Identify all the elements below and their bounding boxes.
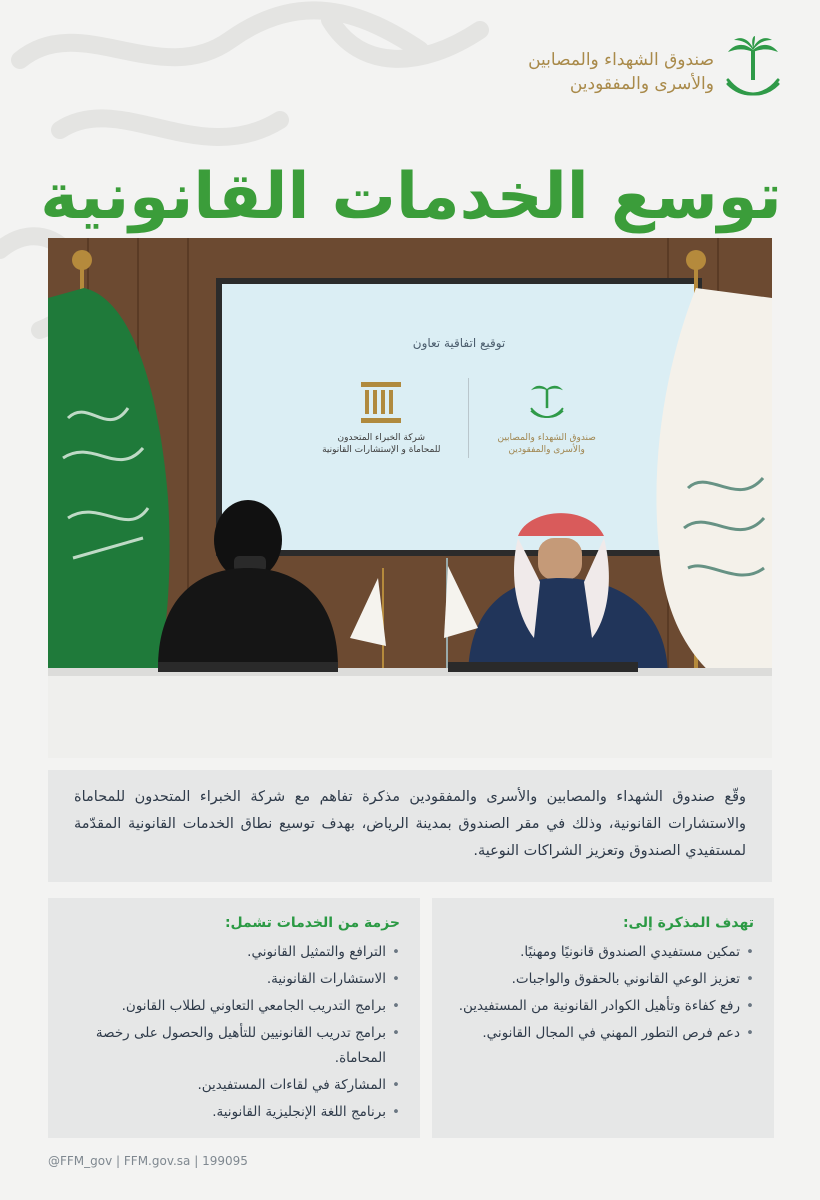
fund-screen-logo <box>497 380 595 456</box>
partner-name: شركة الخبراء المتحدون <box>337 433 426 443</box>
service-item: • برامج التدريب الجامعي التعاوني لطلاب القانون. <box>68 994 400 1019</box>
services-title: حزمة من الخدمات تشمل: <box>224 915 400 931</box>
goals-card <box>432 898 774 1138</box>
screen-divider <box>468 378 469 458</box>
goal-item: • تعزيز الوعي القانوني بالحقوق والواجبات. <box>452 967 754 992</box>
service-item: • برنامج اللغة الإنجليزية القانونية. <box>68 1100 400 1125</box>
palm-swords-emblem-icon <box>724 36 782 108</box>
columns-icon <box>359 380 403 426</box>
fund-logo <box>522 32 782 112</box>
screen-logos <box>222 378 696 458</box>
service-item: • الاستشارات القانونية. <box>68 967 400 992</box>
fund-logo-text <box>528 48 714 96</box>
fund-screen-line-1: صندوق الشهداء والمصابين <box>497 433 596 443</box>
goal-item: • دعم فرص التطور المهني في المجال القانوني. <box>452 1021 754 1046</box>
service-item: • المشاركة في لقاءات المستفيدين. <box>68 1073 400 1098</box>
service-item: • برامج تدريب القانونيين للتأهيل والحصول على رخصة المحاماة. <box>68 1021 400 1071</box>
goal-item: • رفع كفاءة وتأهيل الكوادر القانونية من المستفيدين. <box>452 994 754 1019</box>
fund-screen-logo-text <box>497 432 595 456</box>
palm-swords-screen-icon <box>527 380 567 426</box>
partner-logo-text <box>322 432 440 456</box>
presentation-screen <box>222 284 696 550</box>
page-headline: توسع الخدمات القانونية <box>40 160 782 234</box>
intro-paragraph: وقّع صندوق الشهداء والمصابين والأسرى والمفقودين مذكرة تفاهم مع شركة الخبراء المتحدون للمحاماة والاستشارات القانونية، وذلك في مقر الصندوق بمدينة الرياض، بهدف توسيع نطاق الخدمات القانونية المقدّمة لمستفيدي الصندوق وتعزيز الشراكات النوعية. <box>48 770 772 882</box>
partner-subtitle: للمحاماة و الإستشارات القانونية <box>322 445 441 455</box>
services-list <box>68 940 400 1125</box>
footer-contact: @FFM_gov | FFM.gov.sa | 199095 <box>48 1154 248 1168</box>
partner-logo <box>322 380 440 456</box>
goals-title: تهدف المذكرة إلى: <box>622 915 754 931</box>
fund-screen-line-2: والأسرى والمفقودين <box>508 445 585 455</box>
service-item: • الترافع والتمثيل القانوني. <box>68 940 400 965</box>
goal-item: • تمكين مستفيدي الصندوق قانونيًا ومهنيًا. <box>452 940 754 965</box>
screen-title: توقيع اتفاقية تعاون <box>412 336 506 350</box>
signing-ceremony-photo <box>48 238 772 758</box>
services-card <box>48 898 420 1138</box>
logo-line-1: صندوق الشهداء والمصابين <box>528 50 714 70</box>
logo-line-2: والأسرى والمفقودين <box>569 74 714 94</box>
goals-list <box>452 940 754 1046</box>
